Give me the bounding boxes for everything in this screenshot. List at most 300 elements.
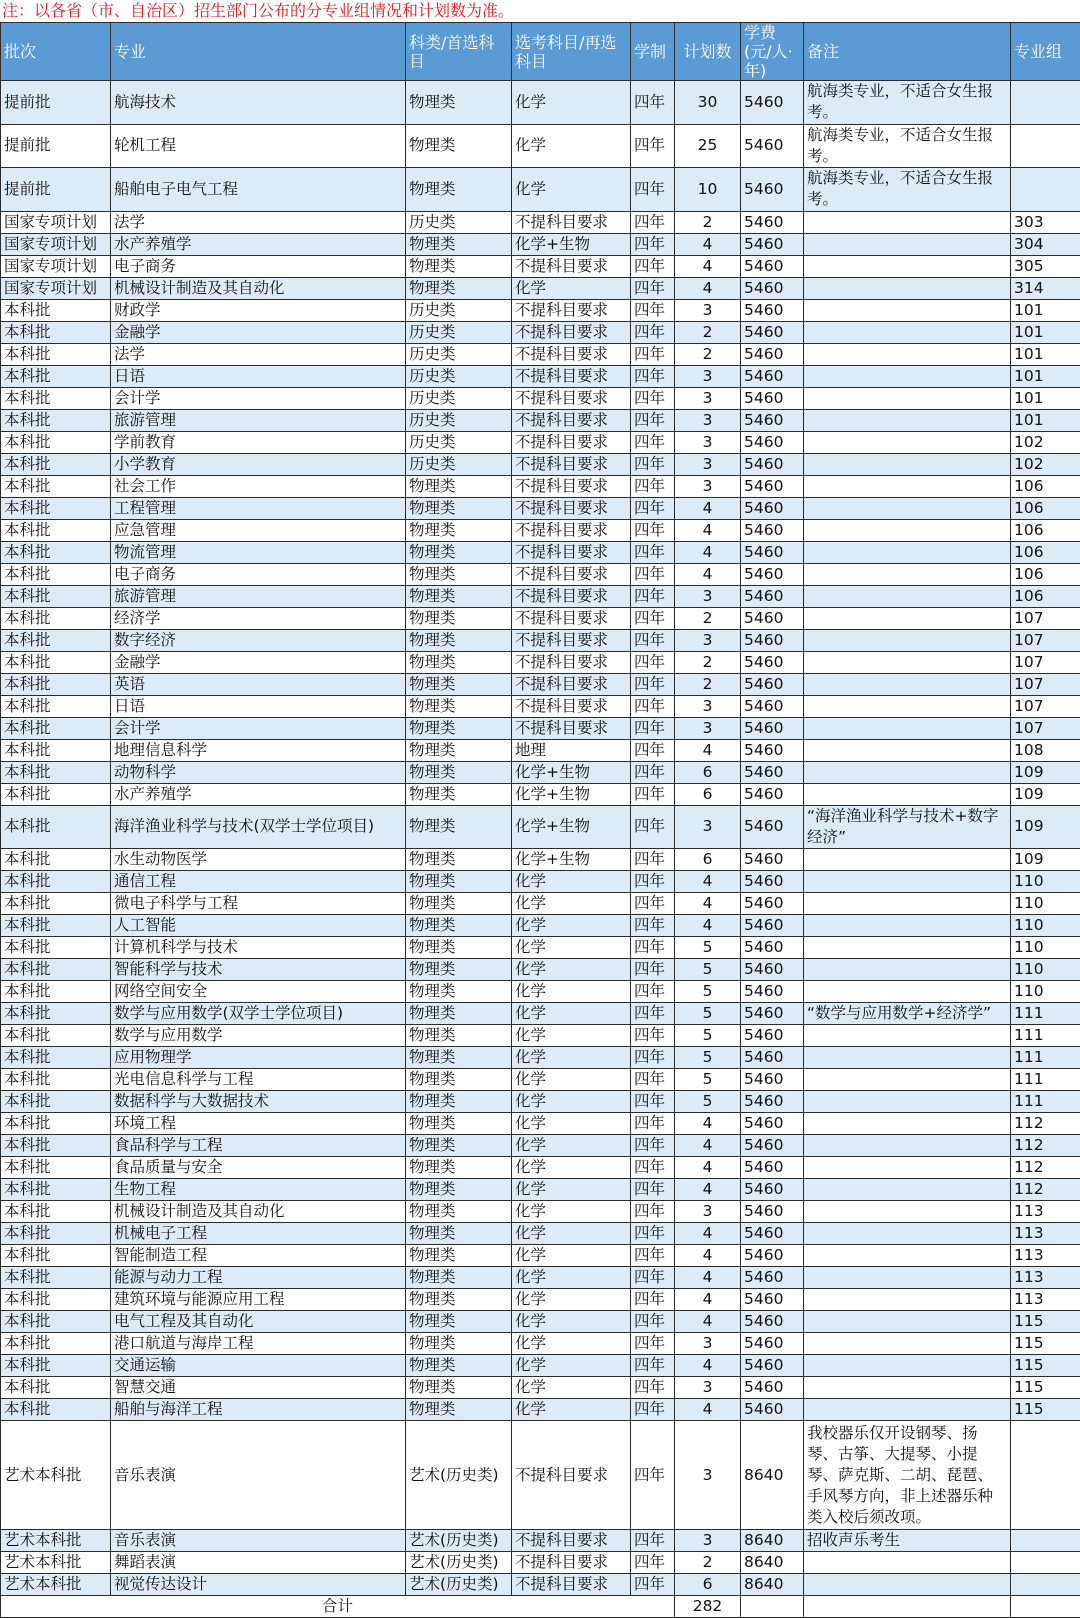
category-cell: 艺术(历史类) [406, 1421, 512, 1530]
subjects-cell: 不提科目要求 [512, 607, 631, 629]
batch-cell: 国家专项计划 [1, 277, 111, 299]
fee-cell: 5460 [741, 981, 804, 1003]
group-cell: 109 [1011, 761, 1080, 783]
table-row [1, 1421, 1080, 1530]
category-cell: 物理类 [406, 168, 512, 212]
major-cell: 轮机工程 [111, 124, 406, 168]
years-cell: 四年 [631, 695, 675, 717]
subjects-cell: 化学 [512, 1003, 631, 1025]
plan-cell: 5 [675, 1025, 741, 1047]
major-cell: 金融学 [111, 321, 406, 343]
subjects-cell: 化学 [512, 1201, 631, 1223]
subjects-cell: 化学 [512, 1025, 631, 1047]
table-row [1, 541, 1080, 563]
major-cell: 数学与应用数学 [111, 1025, 406, 1047]
category-cell: 历史类 [406, 409, 512, 431]
fee-cell: 5460 [741, 1157, 804, 1179]
table-row [1, 695, 1080, 717]
major-cell: 人工智能 [111, 915, 406, 937]
remark-cell [804, 783, 1011, 805]
years-cell: 四年 [631, 1135, 675, 1157]
group-cell: 112 [1011, 1113, 1080, 1135]
category-cell: 物理类 [406, 695, 512, 717]
group-cell: 314 [1011, 277, 1080, 299]
years-cell: 四年 [631, 783, 675, 805]
category-cell: 物理类 [406, 607, 512, 629]
batch-cell: 艺术本科批 [1, 1530, 111, 1552]
group-cell: 101 [1011, 409, 1080, 431]
plan-cell: 3 [675, 431, 741, 453]
fee-cell: 5460 [741, 783, 804, 805]
remark-cell [804, 541, 1011, 563]
fee-cell: 5460 [741, 1223, 804, 1245]
batch-cell: 本科批 [1, 849, 111, 871]
plan-cell: 5 [675, 937, 741, 959]
remark-cell [804, 343, 1011, 365]
subjects-cell: 化学 [512, 871, 631, 893]
major-cell: 金融学 [111, 651, 406, 673]
subjects-cell: 化学+生物 [512, 761, 631, 783]
table-row [1, 497, 1080, 519]
table-row [1, 1025, 1080, 1047]
major-cell: 通信工程 [111, 871, 406, 893]
remark-cell [804, 497, 1011, 519]
group-cell: 107 [1011, 717, 1080, 739]
subjects-cell: 化学 [512, 1289, 631, 1311]
fee-cell: 5460 [741, 739, 804, 761]
fee-cell: 5460 [741, 1377, 804, 1399]
years-cell: 四年 [631, 1552, 675, 1574]
remark-cell: 招收声乐考生 [804, 1530, 1011, 1552]
batch-cell: 本科批 [1, 563, 111, 585]
remark-cell [804, 871, 1011, 893]
subjects-cell: 不提科目要求 [512, 475, 631, 497]
table-row [1, 1399, 1080, 1421]
category-cell: 艺术(历史类) [406, 1530, 512, 1552]
subjects-cell: 化学 [512, 893, 631, 915]
plan-cell: 2 [675, 211, 741, 233]
batch-cell: 本科批 [1, 1003, 111, 1025]
subjects-cell: 化学 [512, 1113, 631, 1135]
batch-cell: 提前批 [1, 124, 111, 168]
fee-cell: 5460 [741, 563, 804, 585]
subjects-cell: 化学 [512, 1223, 631, 1245]
table-row [1, 81, 1080, 125]
subjects-cell: 不提科目要求 [512, 321, 631, 343]
category-cell: 物理类 [406, 915, 512, 937]
major-cell: 动物科学 [111, 761, 406, 783]
fee-cell: 5460 [741, 717, 804, 739]
group-cell [1011, 1574, 1080, 1596]
table-row [1, 1355, 1080, 1377]
group-cell: 101 [1011, 299, 1080, 321]
major-cell: 海洋渔业科学与技术(双学士学位项目) [111, 805, 406, 849]
group-cell: 110 [1011, 893, 1080, 915]
batch-cell: 本科批 [1, 937, 111, 959]
remark-cell: 我校器乐仅开设钢琴、扬琴、古筝、大提琴、小提琴、萨克斯、二胡、琵琶、手风琴方向，非上述器乐种类入校后须改项。 [804, 1421, 1011, 1530]
fee-cell: 5460 [741, 1355, 804, 1377]
remark-cell [804, 915, 1011, 937]
group-cell [1011, 81, 1080, 125]
remark-cell [804, 959, 1011, 981]
fee-cell: 5460 [741, 871, 804, 893]
remark-cell [804, 937, 1011, 959]
fee-cell: 5460 [741, 387, 804, 409]
batch-cell: 本科批 [1, 783, 111, 805]
years-cell: 四年 [631, 453, 675, 475]
plan-cell: 10 [675, 168, 741, 212]
category-cell: 物理类 [406, 1289, 512, 1311]
subjects-cell: 不提科目要求 [512, 585, 631, 607]
plan-cell: 2 [675, 343, 741, 365]
category-cell: 物理类 [406, 893, 512, 915]
remark-cell [804, 651, 1011, 673]
subjects-cell: 不提科目要求 [512, 255, 631, 277]
fee-cell: 5460 [741, 959, 804, 981]
table-row [1, 1003, 1080, 1025]
remark-cell: 航海类专业，不适合女生报考。 [804, 168, 1011, 212]
fee-cell: 5460 [741, 1267, 804, 1289]
years-cell: 四年 [631, 365, 675, 387]
subjects-cell: 化学 [512, 1333, 631, 1355]
batch-cell: 艺术本科批 [1, 1574, 111, 1596]
group-cell [1011, 1421, 1080, 1530]
category-cell: 物理类 [406, 497, 512, 519]
batch-cell: 本科批 [1, 871, 111, 893]
group-cell: 109 [1011, 805, 1080, 849]
table-row [1, 1267, 1080, 1289]
category-cell: 物理类 [406, 255, 512, 277]
batch-cell: 本科批 [1, 585, 111, 607]
fee-cell: 5460 [741, 168, 804, 212]
total-row [1, 1596, 1080, 1618]
years-cell: 四年 [631, 937, 675, 959]
fee-cell: 5460 [741, 541, 804, 563]
batch-cell: 本科批 [1, 981, 111, 1003]
group-cell: 115 [1011, 1355, 1080, 1377]
years-cell: 四年 [631, 1289, 675, 1311]
table-row [1, 1047, 1080, 1069]
fee-cell: 5460 [741, 1399, 804, 1421]
fee-cell: 5460 [741, 299, 804, 321]
total-plan: 282 [675, 1596, 741, 1618]
years-cell: 四年 [631, 585, 675, 607]
table-row [1, 959, 1080, 981]
remark-cell [804, 1091, 1011, 1113]
major-cell: 音乐表演 [111, 1530, 406, 1552]
batch-cell: 本科批 [1, 1245, 111, 1267]
major-cell: 能源与动力工程 [111, 1267, 406, 1289]
plan-cell: 4 [675, 871, 741, 893]
major-cell: 建筑环境与能源应用工程 [111, 1289, 406, 1311]
years-cell: 四年 [631, 629, 675, 651]
group-cell: 107 [1011, 695, 1080, 717]
table-row [1, 1223, 1080, 1245]
plan-cell: 3 [675, 299, 741, 321]
batch-cell: 本科批 [1, 651, 111, 673]
batch-cell: 本科批 [1, 629, 111, 651]
subjects-cell: 化学 [512, 915, 631, 937]
plan-cell: 6 [675, 783, 741, 805]
batch-cell: 本科批 [1, 409, 111, 431]
table-row [1, 1091, 1080, 1113]
group-cell: 115 [1011, 1399, 1080, 1421]
major-cell: 法学 [111, 343, 406, 365]
table-row [1, 1552, 1080, 1574]
major-cell: 小学教育 [111, 453, 406, 475]
years-cell: 四年 [631, 124, 675, 168]
table-row [1, 1179, 1080, 1201]
category-cell: 物理类 [406, 475, 512, 497]
header-fee: 学费(元/人·年) [741, 23, 804, 81]
remark-cell [804, 585, 1011, 607]
remark-cell [804, 431, 1011, 453]
years-cell: 四年 [631, 1530, 675, 1552]
group-cell: 106 [1011, 519, 1080, 541]
batch-cell: 本科批 [1, 299, 111, 321]
major-cell: 机械设计制造及其自动化 [111, 1201, 406, 1223]
plan-cell: 30 [675, 81, 741, 125]
group-cell: 101 [1011, 321, 1080, 343]
group-cell: 108 [1011, 739, 1080, 761]
group-cell: 115 [1011, 1311, 1080, 1333]
major-cell: 英语 [111, 673, 406, 695]
category-cell: 物理类 [406, 233, 512, 255]
group-cell: 111 [1011, 1025, 1080, 1047]
years-cell: 四年 [631, 563, 675, 585]
plan-cell: 3 [675, 695, 741, 717]
subjects-cell: 不提科目要求 [512, 1552, 631, 1574]
fee-cell: 5460 [741, 805, 804, 849]
years-cell: 四年 [631, 1223, 675, 1245]
subjects-cell: 不提科目要求 [512, 541, 631, 563]
years-cell: 四年 [631, 673, 675, 695]
years-cell: 四年 [631, 409, 675, 431]
group-cell: 110 [1011, 981, 1080, 1003]
remark-cell [804, 1157, 1011, 1179]
major-cell: 网络空间安全 [111, 981, 406, 1003]
subjects-cell: 地理 [512, 739, 631, 761]
plan-cell: 2 [675, 1552, 741, 1574]
fee-cell: 5460 [741, 1069, 804, 1091]
major-cell: 机械设计制造及其自动化 [111, 277, 406, 299]
group-cell: 109 [1011, 783, 1080, 805]
group-cell: 110 [1011, 915, 1080, 937]
plan-cell: 4 [675, 563, 741, 585]
remark-cell [804, 629, 1011, 651]
remark-cell: 航海类专业，不适合女生报考。 [804, 124, 1011, 168]
category-cell: 物理类 [406, 1047, 512, 1069]
group-cell: 106 [1011, 497, 1080, 519]
category-cell: 物理类 [406, 519, 512, 541]
plan-cell: 4 [675, 1113, 741, 1135]
fee-cell: 8640 [741, 1421, 804, 1530]
plan-cell: 4 [675, 893, 741, 915]
plan-cell: 4 [675, 233, 741, 255]
group-cell: 110 [1011, 937, 1080, 959]
category-cell: 物理类 [406, 277, 512, 299]
plan-cell: 3 [675, 1421, 741, 1530]
plan-cell: 3 [675, 629, 741, 651]
years-cell: 四年 [631, 739, 675, 761]
remark-cell [804, 475, 1011, 497]
table-row [1, 893, 1080, 915]
group-cell: 109 [1011, 849, 1080, 871]
major-cell: 航海技术 [111, 81, 406, 125]
subjects-cell: 化学 [512, 1355, 631, 1377]
major-cell: 社会工作 [111, 475, 406, 497]
fee-cell: 5460 [741, 1047, 804, 1069]
table-row [1, 1333, 1080, 1355]
years-cell: 四年 [631, 1025, 675, 1047]
plan-cell: 6 [675, 1574, 741, 1596]
plan-cell: 5 [675, 959, 741, 981]
table-row [1, 1135, 1080, 1157]
major-cell: 会计学 [111, 387, 406, 409]
remark-cell [804, 1574, 1011, 1596]
remark-cell [804, 1289, 1011, 1311]
batch-cell: 本科批 [1, 1135, 111, 1157]
category-cell: 物理类 [406, 673, 512, 695]
group-cell: 112 [1011, 1135, 1080, 1157]
total-group-empty [1011, 1596, 1080, 1618]
years-cell: 四年 [631, 519, 675, 541]
total-fee-empty [741, 1596, 804, 1618]
years-cell: 四年 [631, 475, 675, 497]
table-row [1, 607, 1080, 629]
category-cell: 物理类 [406, 1311, 512, 1333]
batch-cell: 本科批 [1, 959, 111, 981]
remark-cell [804, 453, 1011, 475]
category-cell: 物理类 [406, 585, 512, 607]
plan-cell: 4 [675, 255, 741, 277]
years-cell: 四年 [631, 541, 675, 563]
subjects-cell: 不提科目要求 [512, 651, 631, 673]
category-cell: 物理类 [406, 1069, 512, 1091]
fee-cell: 5460 [741, 277, 804, 299]
plan-cell: 4 [675, 1311, 741, 1333]
fee-cell: 5460 [741, 893, 804, 915]
batch-cell: 本科批 [1, 1047, 111, 1069]
major-cell: 经济学 [111, 607, 406, 629]
remark-cell [804, 1267, 1011, 1289]
batch-cell: 国家专项计划 [1, 211, 111, 233]
table-row [1, 805, 1080, 849]
subjects-cell: 化学 [512, 981, 631, 1003]
remark-cell [804, 1069, 1011, 1091]
category-cell: 物理类 [406, 651, 512, 673]
batch-cell: 本科批 [1, 915, 111, 937]
remark-cell [804, 1333, 1011, 1355]
group-cell: 106 [1011, 541, 1080, 563]
admission-plan-table [0, 22, 1080, 1618]
group-cell: 305 [1011, 255, 1080, 277]
batch-cell: 国家专项计划 [1, 233, 111, 255]
category-cell: 物理类 [406, 739, 512, 761]
major-cell: 光电信息科学与工程 [111, 1069, 406, 1091]
batch-cell: 国家专项计划 [1, 255, 111, 277]
table-row [1, 915, 1080, 937]
group-cell: 113 [1011, 1289, 1080, 1311]
batch-cell: 本科批 [1, 475, 111, 497]
years-cell: 四年 [631, 387, 675, 409]
fee-cell: 5460 [741, 1311, 804, 1333]
group-cell: 111 [1011, 1003, 1080, 1025]
subjects-cell: 化学 [512, 277, 631, 299]
fee-cell: 5460 [741, 585, 804, 607]
table-row [1, 343, 1080, 365]
major-cell: 视觉传达设计 [111, 1574, 406, 1596]
remark-cell [804, 563, 1011, 585]
plan-cell: 25 [675, 124, 741, 168]
years-cell: 四年 [631, 959, 675, 981]
remark-cell [804, 519, 1011, 541]
major-cell: 电子商务 [111, 255, 406, 277]
years-cell: 四年 [631, 1267, 675, 1289]
remark-cell [804, 607, 1011, 629]
plan-cell: 4 [675, 519, 741, 541]
major-cell: 水产养殖学 [111, 233, 406, 255]
subjects-cell: 不提科目要求 [512, 519, 631, 541]
subjects-cell: 不提科目要求 [512, 343, 631, 365]
table-row [1, 1530, 1080, 1552]
remark-cell [804, 1311, 1011, 1333]
batch-cell: 本科批 [1, 343, 111, 365]
group-cell: 107 [1011, 651, 1080, 673]
years-cell: 四年 [631, 497, 675, 519]
years-cell: 四年 [631, 233, 675, 255]
category-cell: 物理类 [406, 959, 512, 981]
table-row [1, 563, 1080, 585]
fee-cell: 5460 [741, 695, 804, 717]
subjects-cell: 不提科目要求 [512, 563, 631, 585]
plan-cell: 3 [675, 453, 741, 475]
group-cell: 113 [1011, 1223, 1080, 1245]
major-cell: 食品质量与安全 [111, 1157, 406, 1179]
years-cell: 四年 [631, 1113, 675, 1135]
table-row [1, 233, 1080, 255]
fee-cell: 5460 [741, 519, 804, 541]
major-cell: 数学与应用数学(双学士学位项目) [111, 1003, 406, 1025]
category-cell: 艺术(历史类) [406, 1552, 512, 1574]
batch-cell: 本科批 [1, 321, 111, 343]
remark-cell [804, 1113, 1011, 1135]
header-remark: 备注 [804, 23, 1011, 81]
major-cell: 舞蹈表演 [111, 1552, 406, 1574]
group-cell: 107 [1011, 673, 1080, 695]
major-cell: 食品科学与工程 [111, 1135, 406, 1157]
plan-cell: 4 [675, 1355, 741, 1377]
group-cell: 110 [1011, 871, 1080, 893]
fee-cell: 5460 [741, 475, 804, 497]
category-cell: 艺术(历史类) [406, 1574, 512, 1596]
subjects-cell: 化学+生物 [512, 805, 631, 849]
category-cell: 物理类 [406, 1025, 512, 1047]
category-cell: 历史类 [406, 431, 512, 453]
remark-cell [804, 1135, 1011, 1157]
fee-cell: 5460 [741, 409, 804, 431]
remark-cell [804, 211, 1011, 233]
group-cell: 110 [1011, 959, 1080, 981]
fee-cell: 5460 [741, 629, 804, 651]
fee-cell: 5460 [741, 1333, 804, 1355]
group-cell: 115 [1011, 1333, 1080, 1355]
header-major: 专业 [111, 23, 406, 81]
years-cell: 四年 [631, 211, 675, 233]
subjects-cell: 不提科目要求 [512, 211, 631, 233]
years-cell: 四年 [631, 431, 675, 453]
batch-cell: 本科批 [1, 805, 111, 849]
